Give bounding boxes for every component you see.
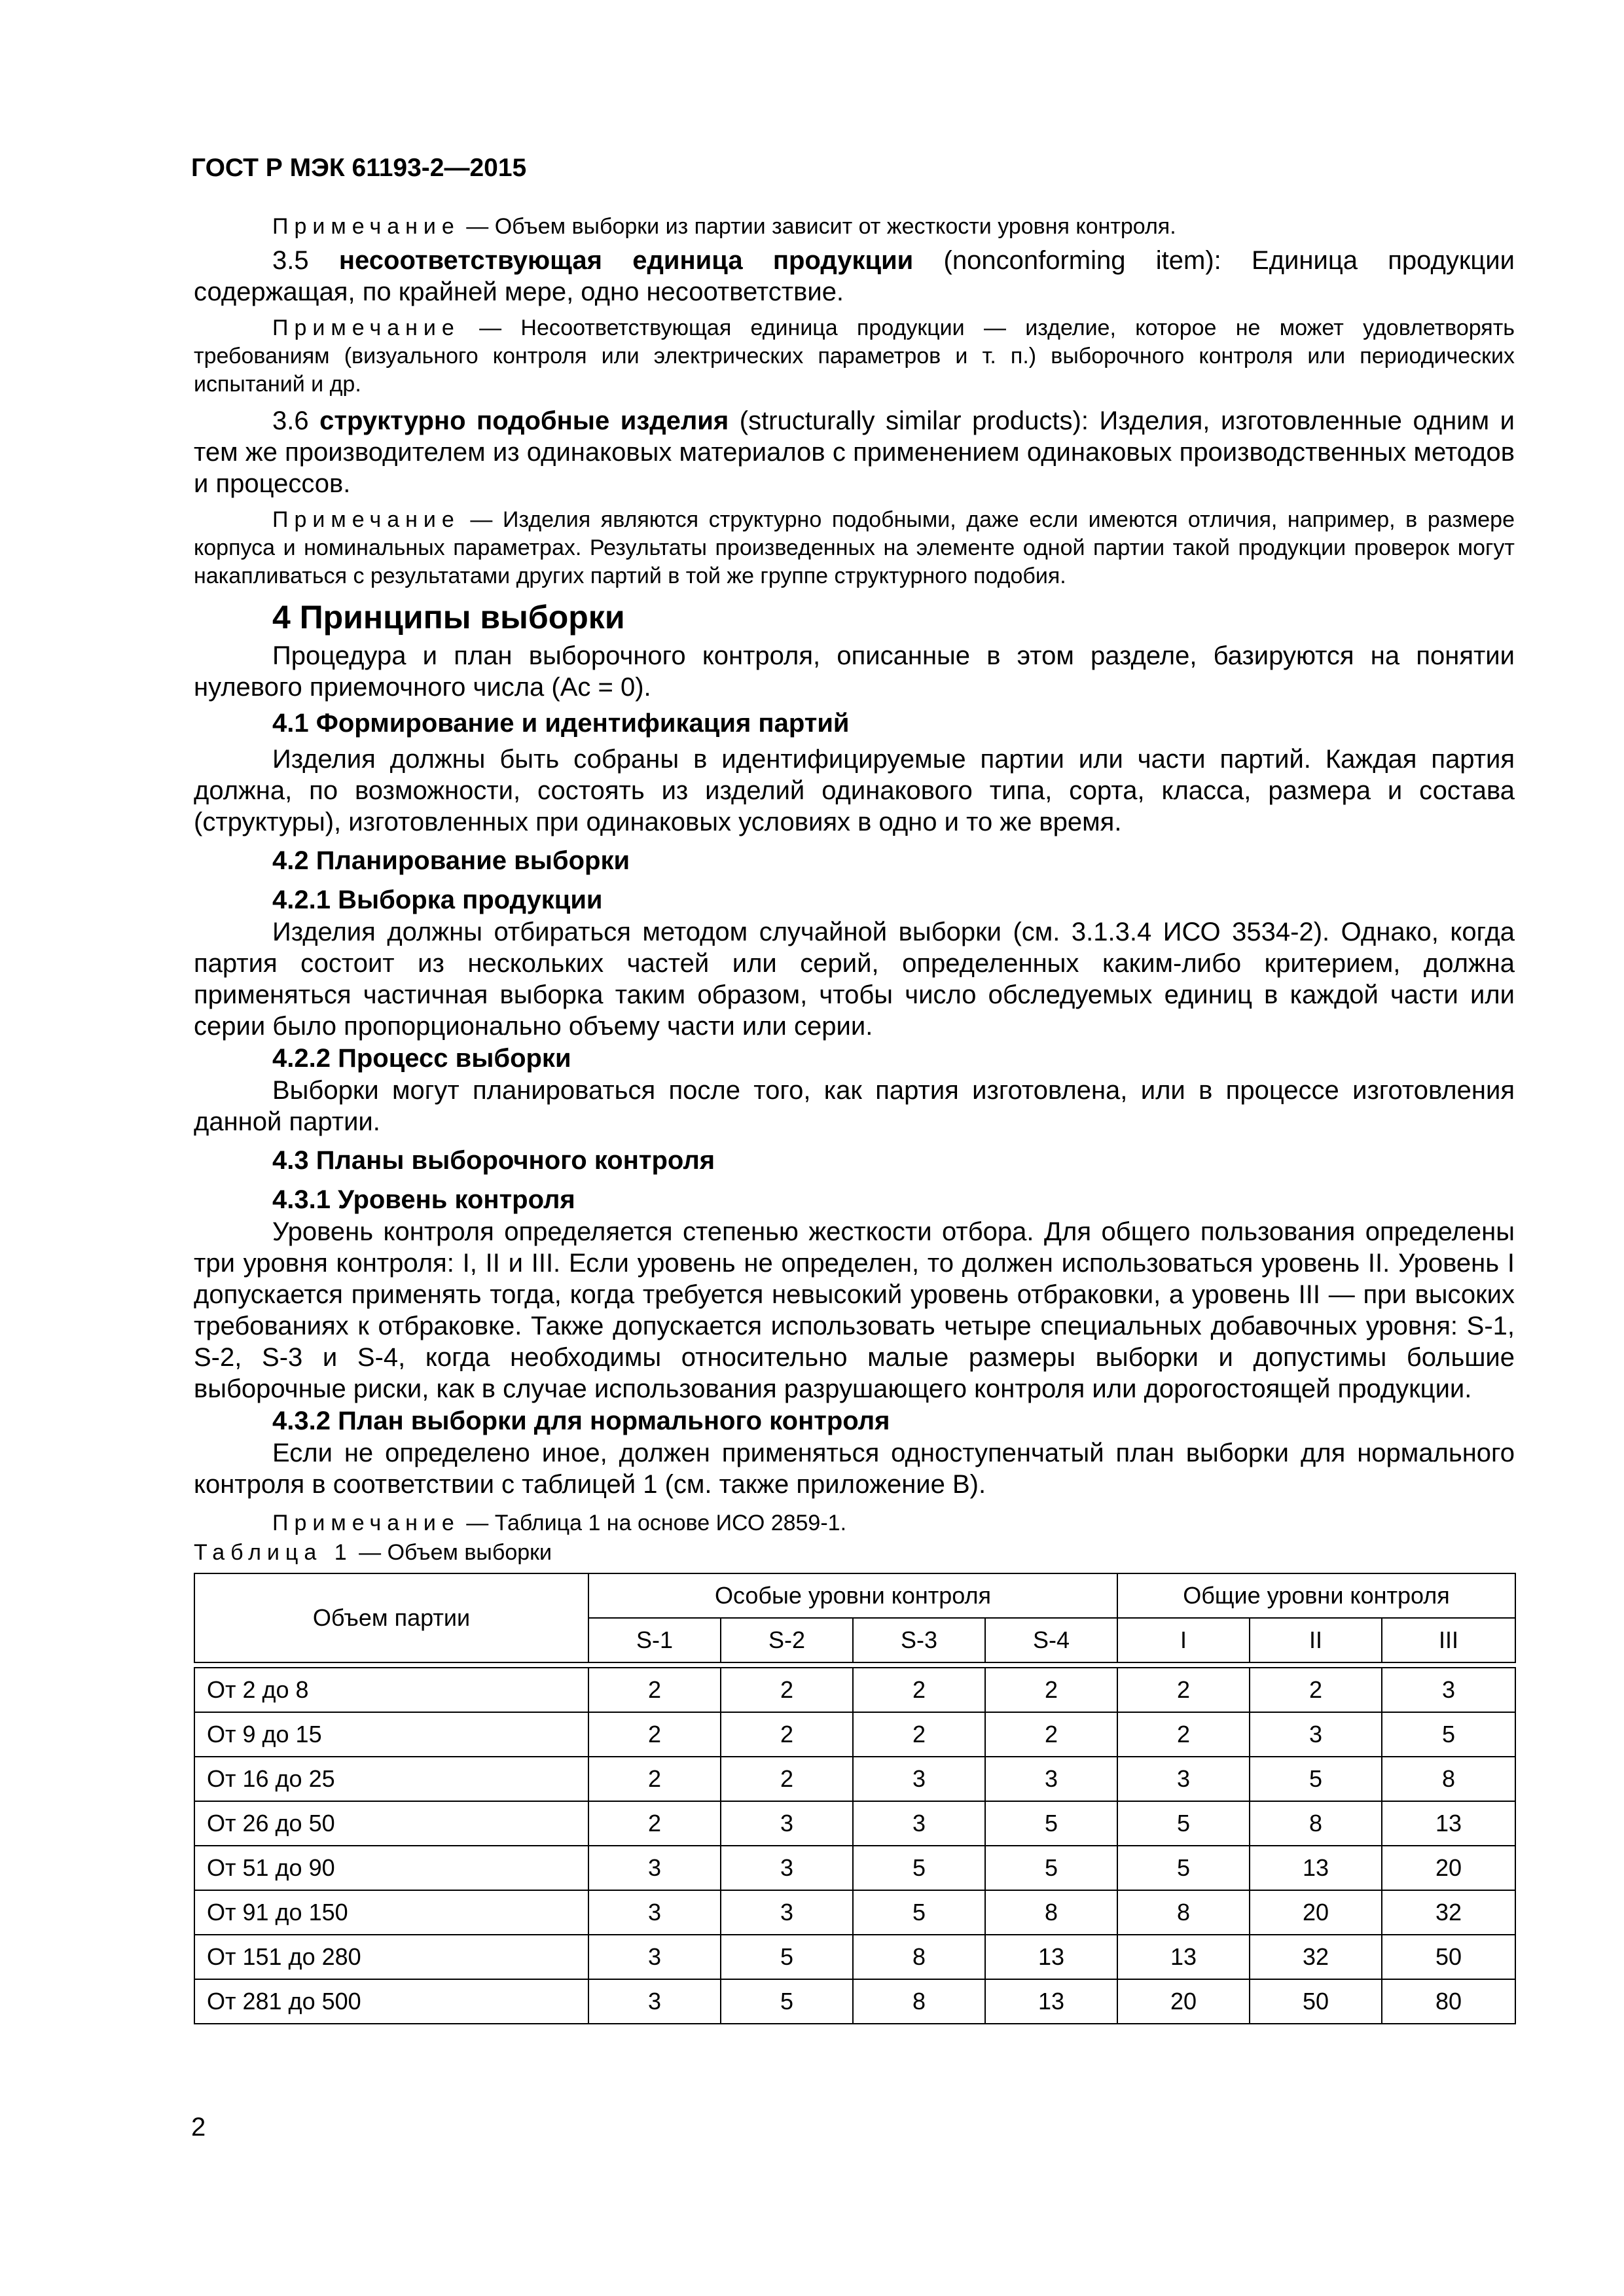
note-3: Примечание — Изделия являются структурно подобными, даже если имеются отличия, например, в размере корпуса и номинальных параметрах. Результаты произведенных на элементе одной партии такой продукции проверок могут накапливаться с результатами других партий в той же группе структурного подобия. <box>194 507 1515 588</box>
sample-size-cell: 2 <box>721 1757 853 1801</box>
sample-size-cell: 8 <box>853 1979 985 2024</box>
sample-size-cell: 3 <box>1117 1757 1250 1801</box>
level-header: III <box>1382 1618 1515 1662</box>
header-general-levels: Общие уровни контроля <box>1117 1573 1515 1618</box>
section-4-text: Процедура и план выборочного контроля, описанные в этом разделе, базируются на понятии нулевого приемочного числа (Ac = 0). <box>194 641 1515 702</box>
sample-size-cell: 8 <box>985 1890 1117 1935</box>
sample-size-cell: 2 <box>1117 1668 1250 1712</box>
note-label: Примечание <box>272 214 460 239</box>
page-number: 2 <box>191 2113 206 2142</box>
section-4-3-heading: 4.3 Планы выборочного контроля <box>272 1146 715 1175</box>
sample-size-cell: 20 <box>1250 1890 1382 1935</box>
running-header: ГОСТ Р МЭК 61193-2—2015 <box>191 154 527 182</box>
sample-size-cell: 5 <box>853 1890 985 1935</box>
sample-size-cell: 20 <box>1117 1979 1250 2024</box>
sample-size-cell: 3 <box>1382 1668 1515 1712</box>
table-row <box>194 1668 1515 1712</box>
header-lot-size: Объем партии <box>194 1573 588 1662</box>
sample-size-cell: 2 <box>853 1668 985 1712</box>
sample-size-cell: 5 <box>721 1979 853 2024</box>
sample-size-cell: 5 <box>1382 1712 1515 1757</box>
level-header: S-1 <box>588 1618 721 1662</box>
page-content <box>194 213 1515 2024</box>
sample-size-cell: 13 <box>1250 1846 1382 1890</box>
sample-size-cell: 5 <box>1250 1757 1382 1801</box>
lot-size-cell: От 281 до 500 <box>194 1979 588 2024</box>
note-1: Примечание — Объем выборки из партии зависит от жесткости уровня контроля. <box>272 214 1176 239</box>
sample-size-cell: 3 <box>985 1757 1117 1801</box>
sample-size-cell: 32 <box>1382 1890 1515 1935</box>
table-caption: Таблица 1 — Объем выборки <box>194 1540 552 1565</box>
sample-size-cell: 80 <box>1382 1979 1515 2024</box>
lot-size-cell: От 16 до 25 <box>194 1757 588 1801</box>
lot-size-cell: От 26 до 50 <box>194 1801 588 1846</box>
sample-size-cell: 50 <box>1382 1935 1515 1979</box>
sample-size-cell: 2 <box>588 1712 721 1757</box>
sample-size-cell: 13 <box>1117 1935 1250 1979</box>
level-header: S-3 <box>853 1618 985 1662</box>
table-row <box>194 1935 1515 1979</box>
section-4-3-1-heading: 4.3.1 Уровень контроля <box>272 1185 575 1214</box>
header-special-levels: Особые уровни контроля <box>588 1573 1117 1618</box>
section-4-3-1-text: Уровень контроля определяется степенью жесткости отбора. Для общего пользования определены три уровня контроля: I, II и III. Если уровень не определен, то должен использоваться уровень II. Уровень I допускается применять тогда, когда требуется невысокий уровень отбраковки, а уровень III — при высоких требованиях к отбраковке. Также допускается использовать четыре специальных добавочных уровня: S-1, S-2, S-3 и S-4, когда необходимы относительно малые размеры выборки и допустимы большие выборочные риски, как в случае использования разрушающего контроля или дорогостоящей продукции. <box>194 1217 1515 1403</box>
level-header: II <box>1250 1618 1382 1662</box>
level-header: S-2 <box>721 1618 853 1662</box>
sample-size-cell: 3 <box>721 1890 853 1935</box>
sample-size-cell: 5 <box>985 1801 1117 1846</box>
term-nonconforming-item: несоответствующая единица продукции <box>338 246 914 275</box>
section-4-1-text: Изделия должны быть собраны в идентифицируемые партии или части партий. Каждая партия должна, по возможности, состоять из изделий одинакового типа, сорта, класса, размера и состава (структуры), изготовленных при одинаковых условиях в одно и то же время. <box>194 745 1515 836</box>
table-row <box>194 1801 1515 1846</box>
sample-size-cell: 2 <box>588 1801 721 1846</box>
sample-size-cell: 13 <box>985 1935 1117 1979</box>
sample-size-cell: 2 <box>1117 1712 1250 1757</box>
section-4-2-1-text: Изделия должны отбираться методом случайной выборки (см. 3.1.3.4 ИСО 3534-2). Однако, когда партия состоит из нескольких частей или серий, определенных каким-либо критерием, должна применяться частичная выборка таким образом, чтобы число обследуемых единиц в каждой части или серии было пропорционально объему части или серии. <box>194 918 1515 1041</box>
definition-3-6: 3.6 структурно подобные изделия (structurally similar products): Изделия, изготовленные одним и тем же производителем из одинаковых материалов с применением одинаковых производственных методов и процессов. <box>194 406 1515 498</box>
sample-size-cell: 8 <box>853 1935 985 1979</box>
level-header: S-4 <box>985 1618 1117 1662</box>
sample-size-table <box>194 1573 1516 2024</box>
sample-size-cell: 3 <box>588 1935 721 1979</box>
sample-size-cell: 3 <box>721 1846 853 1890</box>
sample-size-cell: 8 <box>1117 1890 1250 1935</box>
sample-size-cell: 5 <box>1117 1846 1250 1890</box>
sample-size-cell: 2 <box>985 1668 1117 1712</box>
sample-size-cell: 5 <box>985 1846 1117 1890</box>
lot-size-cell: От 151 до 280 <box>194 1935 588 1979</box>
sample-size-cell: 20 <box>1382 1846 1515 1890</box>
sample-size-cell: 50 <box>1250 1979 1382 2024</box>
sample-size-cell: 13 <box>985 1979 1117 2024</box>
section-4-2-2-heading: 4.2.2 Процесс выборки <box>272 1044 571 1073</box>
note-label: Примечание <box>272 507 460 532</box>
sample-size-cell: 3 <box>588 1846 721 1890</box>
sample-size-cell: 8 <box>1382 1757 1515 1801</box>
section-4-2-2-text: Выборки могут планироваться после того, как партия изготовлена, или в процессе изготовления данной партии. <box>194 1076 1515 1136</box>
sample-size-cell: 3 <box>721 1801 853 1846</box>
level-header: I <box>1117 1618 1250 1662</box>
table-row <box>194 1712 1515 1757</box>
term-structurally-similar: структурно подобные изделия <box>319 406 729 435</box>
sample-size-cell: 2 <box>588 1668 721 1712</box>
sample-size-cell: 3 <box>853 1757 985 1801</box>
sample-size-cell: 2 <box>1250 1668 1382 1712</box>
sample-size-cell: 32 <box>1250 1935 1382 1979</box>
sample-size-cell: 3 <box>588 1890 721 1935</box>
sample-size-cell: 2 <box>721 1712 853 1757</box>
sample-size-cell: 3 <box>588 1979 721 2024</box>
note-4: Примечание — Таблица 1 на основе ИСО 2859-1. <box>272 1511 847 1535</box>
header-separator <box>194 1662 1515 1668</box>
section-4-3-2-heading: 4.3.2 План выборки для нормального контроля <box>272 1407 890 1435</box>
section-4-heading: 4 Принципы выборки <box>272 599 625 636</box>
section-4-1-heading: 4.1 Формирование и идентификация партий <box>272 709 850 738</box>
definition-3-5: 3.5 несоответствующая единица продукции (nonconforming item): Единица продукции содержащая, по крайней мере, одно несоответствие. <box>194 246 1515 306</box>
sample-size-cell: 5 <box>853 1846 985 1890</box>
note-label: Примечание <box>272 315 460 340</box>
lot-size-cell: От 2 до 8 <box>194 1668 588 1712</box>
note-label: Примечание <box>272 1511 460 1535</box>
sample-size-cell: 5 <box>1117 1801 1250 1846</box>
lot-size-cell: От 91 до 150 <box>194 1890 588 1935</box>
table-row <box>194 1890 1515 1935</box>
sample-size-cell: 3 <box>853 1801 985 1846</box>
section-4-2-1-heading: 4.2.1 Выборка продукции <box>272 886 603 914</box>
table-row <box>194 1757 1515 1801</box>
sample-size-cell: 5 <box>721 1935 853 1979</box>
sample-size-cell: 2 <box>853 1712 985 1757</box>
section-4-3-2-text: Если не определено иное, должен применяться одноступенчатый план выборки для нормального контроля в соответствии с таблицей 1 (см. также приложение B). <box>194 1439 1515 1499</box>
table-row <box>194 1846 1515 1890</box>
sample-size-cell: 2 <box>721 1668 853 1712</box>
section-4-2-heading: 4.2 Планирование выборки <box>272 846 630 875</box>
sample-size-cell: 2 <box>985 1712 1117 1757</box>
sample-size-cell: 2 <box>588 1757 721 1801</box>
lot-size-cell: От 9 до 15 <box>194 1712 588 1757</box>
lot-size-cell: От 51 до 90 <box>194 1846 588 1890</box>
note-2: Примечание — Несоответствующая единица продукции — изделие, которое не может удовлетворять требованиям (визуального контроля или электрических параметров и т. п.) выборочного контроля или периодических испытаний и др. <box>194 315 1515 397</box>
table-row <box>194 1979 1515 2024</box>
sample-size-cell: 3 <box>1250 1712 1382 1757</box>
sample-size-cell: 8 <box>1250 1801 1382 1846</box>
sample-size-cell: 13 <box>1382 1801 1515 1846</box>
